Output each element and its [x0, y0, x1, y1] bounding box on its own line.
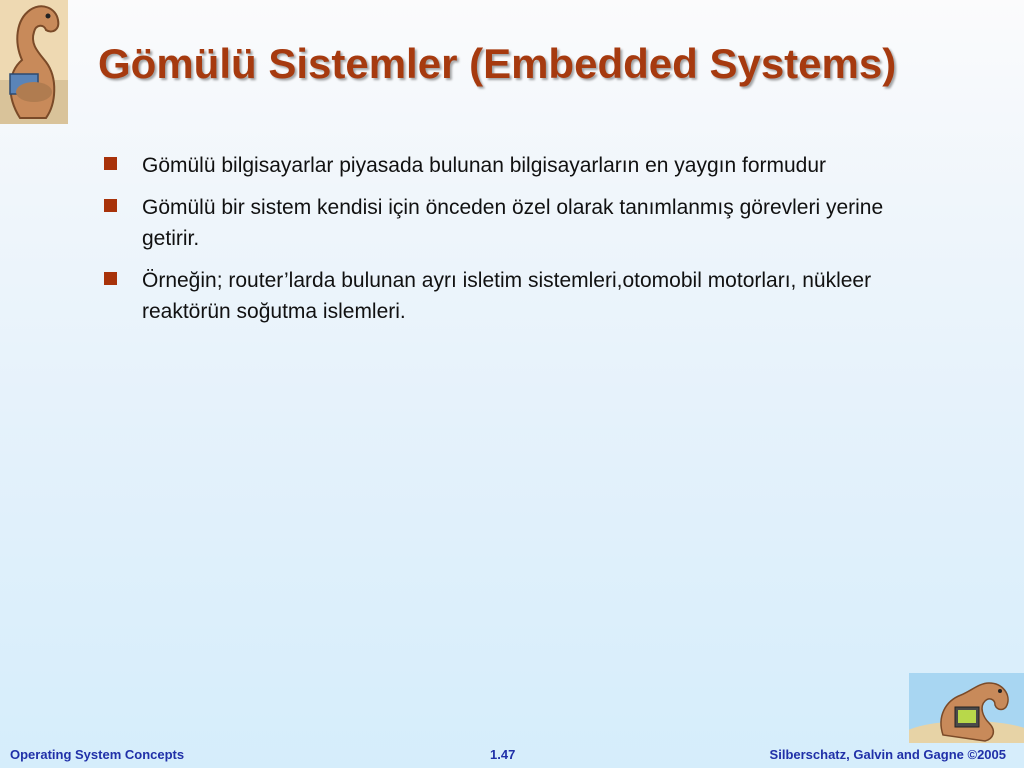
footer-book-title: Operating System Concepts [10, 747, 185, 762]
bullet-item [104, 192, 904, 254]
bullet-item [104, 265, 904, 327]
bullet-text: Gömülü bilgisayarlar piyasada bulunan bilgisayarların en yaygın formudur [142, 154, 827, 177]
dinosaur-logo-top [0, 0, 68, 124]
bullet-list [104, 150, 904, 338]
footer-page-number: 1.47 [490, 747, 516, 762]
bullet-item [104, 150, 904, 181]
square-bullet-icon [104, 272, 117, 285]
dinosaur-logo-bottom [909, 673, 1024, 743]
bullet-text: Gömülü bir sistem kendisi için önceden özel olarak tanımlanmış görevleri yerine getirir. [142, 196, 884, 250]
slide-title: Gömülü Sistemler (Embedded Systems) [98, 40, 897, 87]
square-bullet-icon [104, 157, 117, 170]
square-bullet-icon [104, 199, 117, 212]
bullet-text: Örneğin; router’larda bulunan ayrı isletim sistemleri,otomobil motorları, nükleer reaktörün soğutma islemleri. [142, 269, 872, 323]
footer-copyright: Silberschatz, Galvin and Gagne ©2005 [769, 747, 1006, 762]
